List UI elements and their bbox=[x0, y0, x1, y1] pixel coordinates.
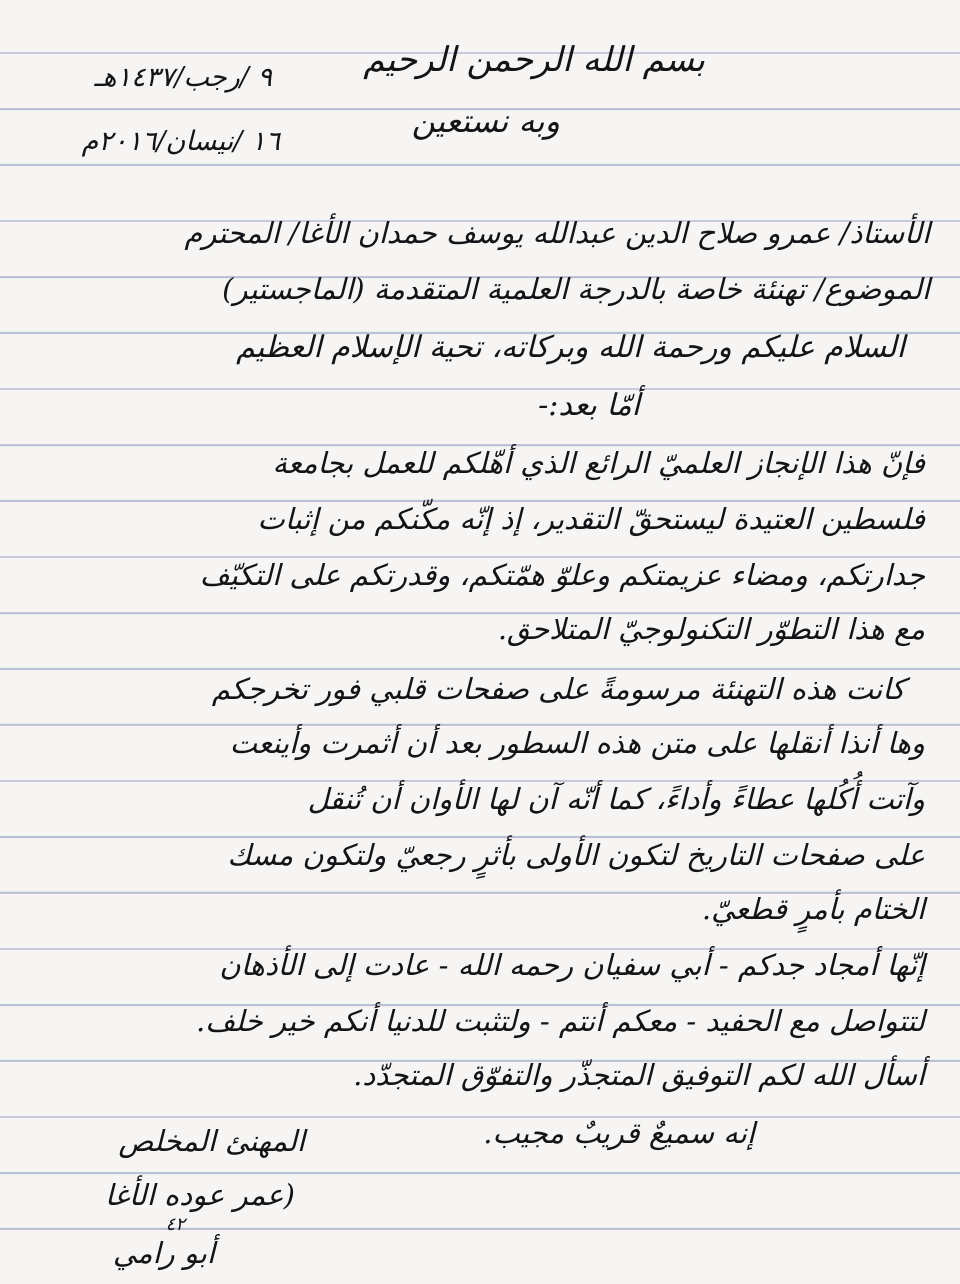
amma-bad: أمّا بعد:- bbox=[538, 388, 640, 423]
body-line: جدارتكم، ومضاء عزيمتكم وعلوّ همّتكم، وقدرتكم على التكيّف bbox=[199, 558, 925, 592]
signature-number-mark: ٤٢ bbox=[165, 1214, 185, 1235]
signature-kunya: أبو رامي bbox=[112, 1236, 215, 1270]
addressee-line: الأستاذ/ عمرو صلاح الدين عبدالله يوسف حمدان الأغا/ المحترم bbox=[184, 216, 930, 250]
body-line: لتتواصل مع الحفيد - معكم أنتم - ولتثبت للدنيا أنكم خير خلف. bbox=[196, 1004, 925, 1038]
body-line: إنه سميعٌ قريبٌ مجيب. bbox=[483, 1116, 755, 1150]
body-line: إنّها أمجاد جدكم - أبي سفيان رحمه الله - عادت إلى الأذهان bbox=[219, 948, 925, 982]
greeting-line: السلام عليكم ورحمة الله وبركاته، تحية الإسلام العظيم bbox=[236, 330, 905, 365]
body-line: فإنّ هذا الإنجاز العلميّ الرائع الذي أهّلكم للعمل بجامعة bbox=[272, 446, 925, 480]
body-line: مع هذا التطوّر التكنولوجيّ المتلاحق. bbox=[497, 612, 925, 646]
basmala: بسم الله الرحمن الرحيم bbox=[363, 40, 705, 80]
hijri-date: ٩ /رجب/١٤٣٧هـ bbox=[94, 62, 272, 93]
body-line: على صفحات التاريخ لتكون الأولى بأثرٍ رجعيّ ولتكون مسك bbox=[227, 838, 925, 872]
body-line: وآتت أُكُلها عطاءً وأداءً، كما أنّه آن لها الأوان أن تُنقل bbox=[307, 782, 925, 816]
body-line: أسأل الله لكم التوفيق المتجذّر والتفوّق المتجدّد. bbox=[353, 1058, 925, 1092]
body-line: الختام بأمرٍ قطعيّ. bbox=[701, 892, 925, 926]
body-line: كانت هذه التهنئة مرسومةً على صفحات قلبي فور تخرجكم bbox=[211, 672, 905, 706]
body-line: فلسطين العتيدة ليستحقّ التقدير، إذ إنّه مكّنكم من إثبات bbox=[257, 502, 925, 536]
gregorian-date: ١٦ /نيسان/٢٠١٦م bbox=[81, 126, 280, 157]
subject-line: الموضوع/ تهنئة خاصة بالدرجة العلمية المتقدمة (الماجستير) bbox=[222, 272, 930, 306]
signature-closing: المهنئ المخلص bbox=[118, 1124, 305, 1158]
signature-name: (عمر عوده الأغا bbox=[105, 1178, 295, 1212]
seeking-help: وبه نستعين bbox=[411, 102, 560, 140]
body-line: وها أنذا أنقلها على متن هذه السطور بعد أن أثمرت وأينعت bbox=[229, 726, 925, 760]
